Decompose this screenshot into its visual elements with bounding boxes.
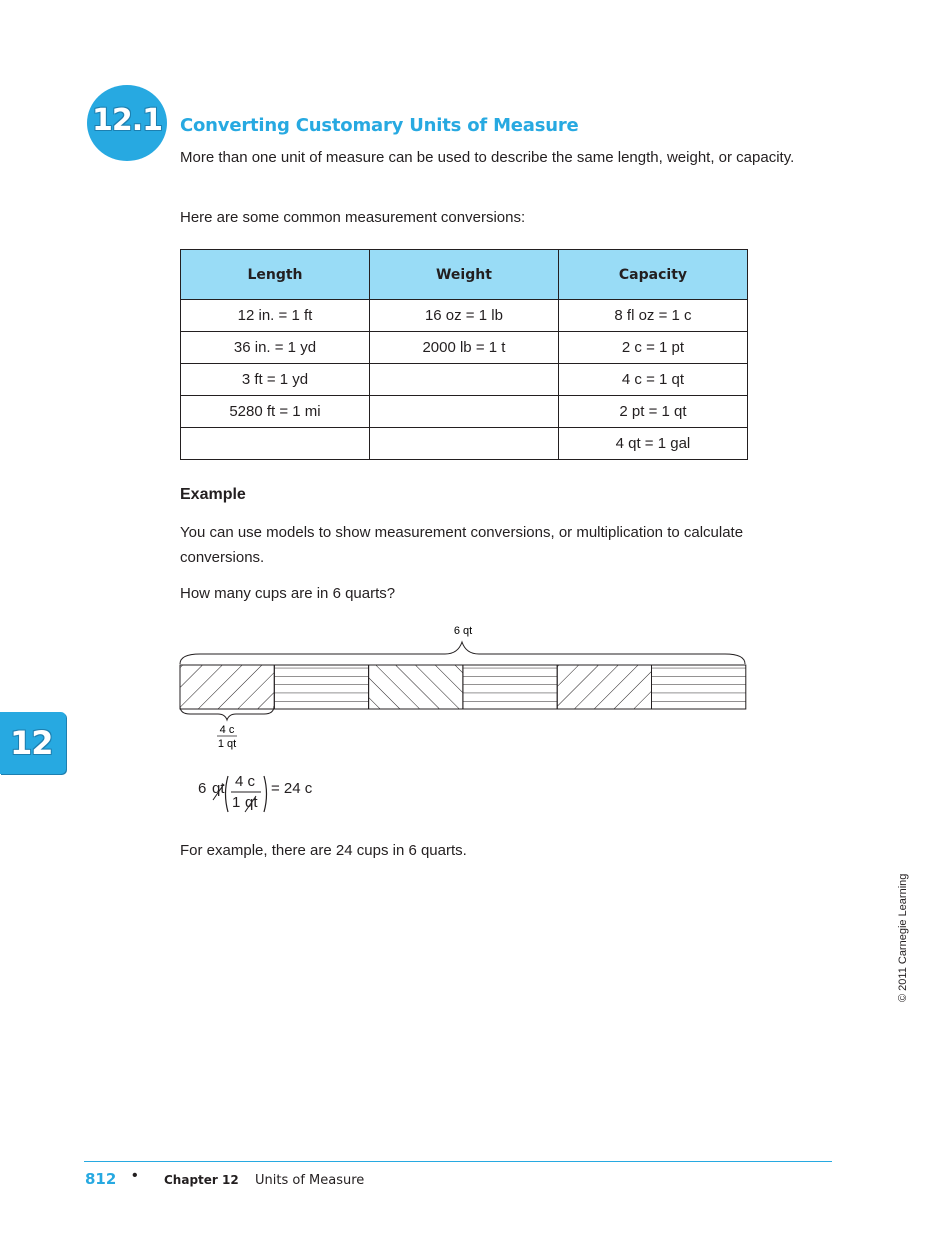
- table-cell: 16 oz = 1 lb: [369, 300, 558, 332]
- section-title: Converting Customary Units of Measure: [180, 115, 579, 136]
- lesson-number-badge: [87, 85, 167, 161]
- segment-quart-1: [180, 665, 274, 709]
- example-paragraph: You can use models to show measurement conversions, or multiplication to calculate conversions.: [180, 524, 744, 566]
- footer-chapter-label: Chapter 12: [164, 1173, 239, 1187]
- conversions-table: [180, 249, 748, 460]
- table-row: [181, 332, 748, 364]
- table-cell: 8 fl oz = 1 c: [558, 300, 747, 332]
- table-cell: 2 c = 1 pt: [558, 332, 747, 364]
- segment-quart-4: [463, 665, 557, 709]
- header-weight: Weight: [369, 250, 558, 300]
- equation-result: = 24 c: [271, 780, 313, 797]
- table-cell: [369, 428, 558, 460]
- table-cell: [369, 364, 558, 396]
- segment-quart-5: [557, 665, 651, 709]
- quart-bar-model: [170, 618, 760, 758]
- copyright-notice: © 2011 Carnegie Learning: [897, 873, 909, 1002]
- footer-divider: [84, 1161, 832, 1162]
- page-number: 812: [85, 1170, 117, 1188]
- equation-denominator-number: 1: [232, 794, 241, 811]
- table-cell: 2000 lb = 1 t: [369, 332, 558, 364]
- chapter-tab[interactable]: [0, 712, 66, 774]
- table-row: [181, 428, 748, 460]
- right-paren: [264, 776, 267, 812]
- table-cell: [181, 428, 370, 460]
- segment-quart-6: [652, 665, 746, 709]
- cancel-slash-lhs: [213, 784, 224, 800]
- header-length: Length: [181, 250, 370, 300]
- table-header-row: [181, 250, 748, 300]
- total-brace: [180, 642, 745, 664]
- total-label: 6 qt: [453, 625, 473, 637]
- equation-numerator: 4 c: [235, 773, 256, 790]
- left-paren: [226, 776, 229, 812]
- example-conclusion: For example, there are 24 cups in 6 quarts.: [180, 842, 467, 859]
- table-cell: 3 ft = 1 yd: [181, 364, 370, 396]
- segment-quart-3: [369, 665, 463, 709]
- table-cell: [369, 396, 558, 428]
- table-row: [181, 396, 748, 428]
- table-cell: 5280 ft = 1 mi: [181, 396, 370, 428]
- table-cell: 4 c = 1 qt: [558, 364, 747, 396]
- table-cell: 36 in. = 1 yd: [181, 332, 370, 364]
- chapter-tab-number: 12: [10, 724, 53, 762]
- intro-paragraph: More than one unit of measure can be used to describe the same length, weight, or capacity.: [180, 149, 795, 166]
- table-cell: 12 in. = 1 ft: [181, 300, 370, 332]
- example-heading: Example: [180, 486, 246, 503]
- equation-lhs-unit: qt: [212, 780, 225, 797]
- header-capacity: Capacity: [558, 250, 747, 300]
- segment-quart-2: [274, 665, 368, 709]
- equation-denominator-unit: qt: [245, 794, 258, 811]
- table-row: [181, 364, 748, 396]
- table-row: [181, 300, 748, 332]
- equation-lhs-number: 6: [198, 780, 207, 797]
- footer-bullet: •: [132, 1167, 138, 1184]
- table-cell: 4 qt = 1 gal: [558, 428, 747, 460]
- intro-lead: Here are some common measurement conversions:: [180, 209, 526, 226]
- lesson-number: 12.1: [91, 103, 163, 138]
- part-label-numerator: 4 c: [219, 724, 235, 736]
- part-label-denominator: 1 qt: [217, 738, 237, 750]
- example-question: How many cups are in 6 quarts?: [180, 585, 396, 602]
- table-cell: 2 pt = 1 qt: [558, 396, 747, 428]
- footer-chapter-name: Units of Measure: [255, 1173, 365, 1188]
